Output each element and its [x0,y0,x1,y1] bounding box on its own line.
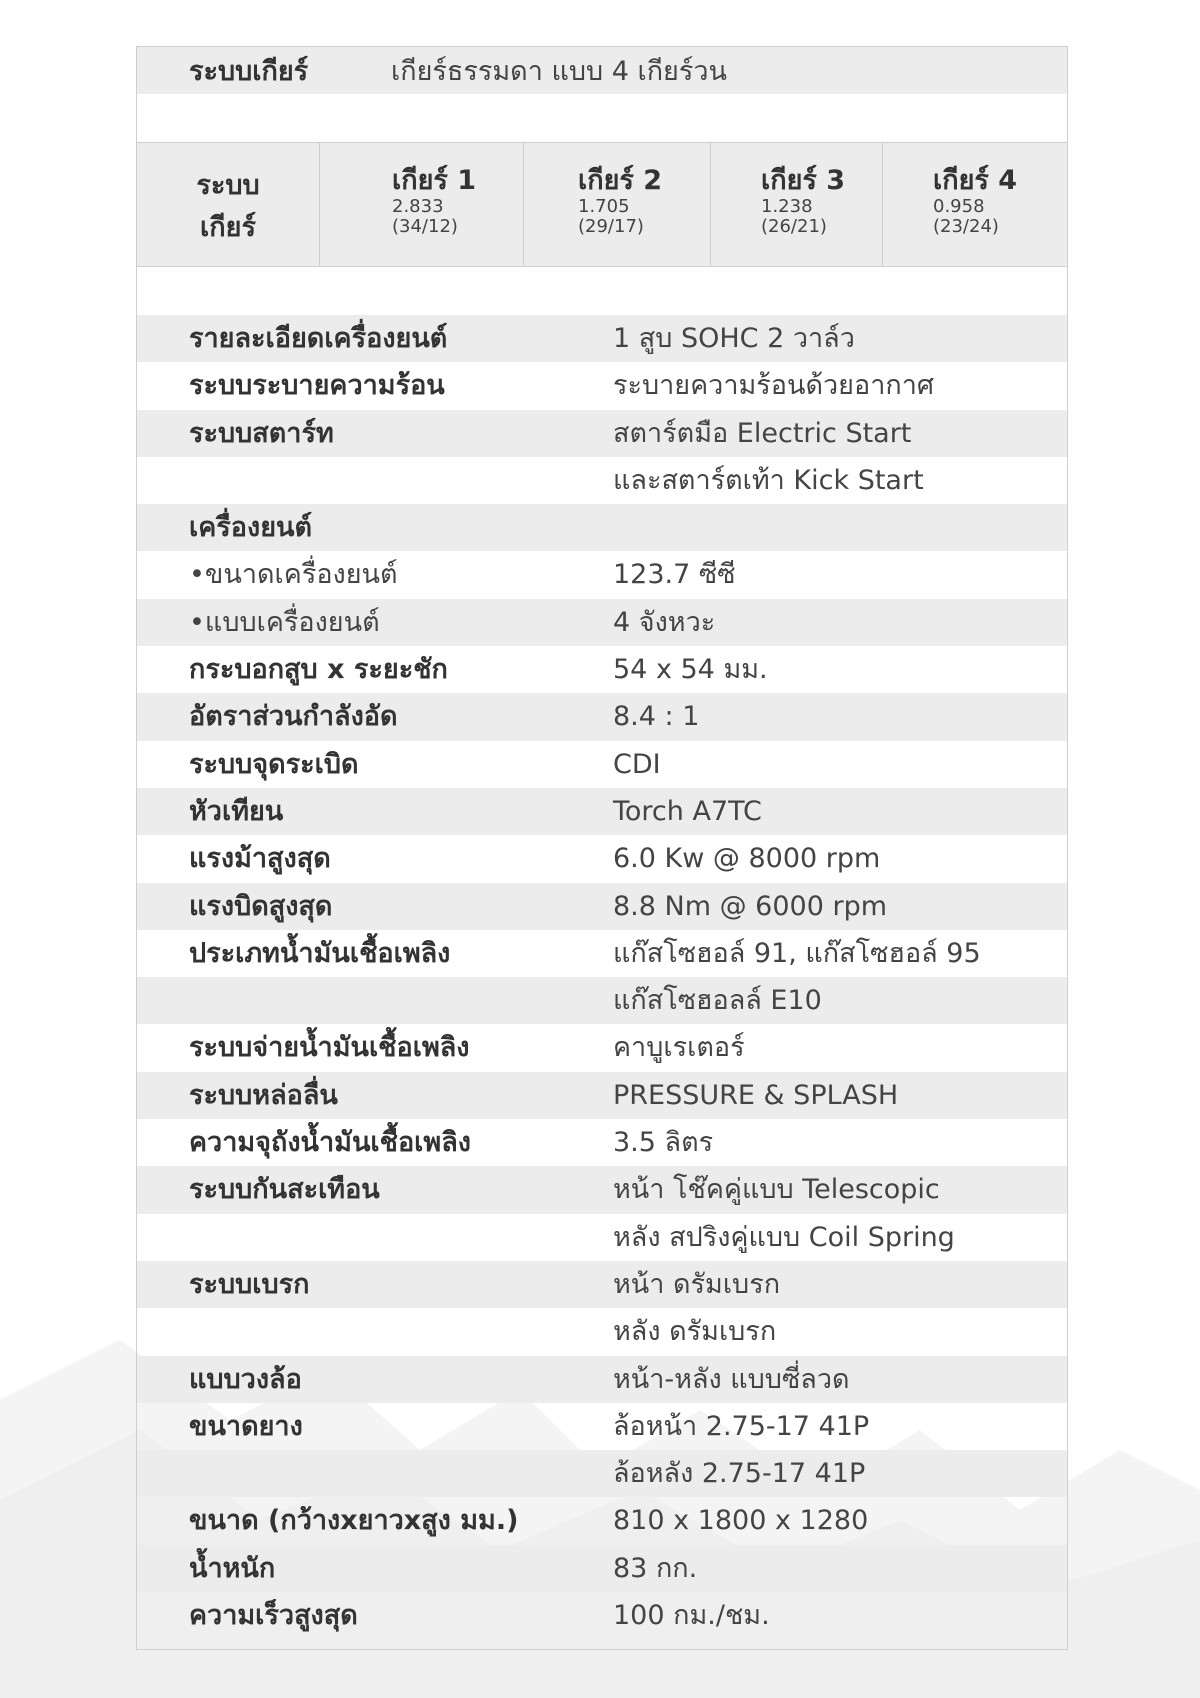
spec-row [137,1261,1067,1308]
gear-summary-label: ระบบเกียร์ [189,56,309,87]
spec-label: น้ำหนัก [189,1552,276,1584]
spec-row [137,1450,1067,1497]
spec-label: ระบบเบรก [189,1268,310,1300]
gear-name: เกียร์ 3 [761,165,846,196]
spec-label: ขนาดยาง [189,1410,303,1442]
spec-value: CDI [613,748,661,780]
spec-row [137,1545,1067,1592]
spec-row [137,646,1067,693]
spec-row [137,883,1067,930]
spec-sheet [136,46,1068,1650]
spec-row [137,835,1067,882]
spec-row [137,1119,1067,1166]
spec-row [137,599,1067,646]
gear-table-header-line2: เกียร์ [200,212,256,243]
spec-label: ขนาด (กว้างxยาวxสูง มม.) [189,1505,519,1537]
spec-value: หลัง สปริงคู่แบบ Coil Spring [613,1221,955,1253]
spec-row [137,504,1067,551]
spec-row [137,788,1067,835]
spec-row [137,741,1067,788]
spec-label: ระบบระบายความร้อน [189,370,445,402]
spec-label: แรงม้าสูงสุด [189,843,331,875]
spec-label: กระบอกสูบ x ระยะชัก [189,654,448,686]
spec-value: 8.4 : 1 [613,701,700,733]
spec-label: ระบบหล่อลื่น [189,1079,338,1111]
spec-value: 810 x 1800 x 1280 [613,1505,869,1537]
gear-table-header-line1: ระบบ [196,170,260,201]
spec-row [137,1403,1067,1450]
spec-label: แรงบิดสูงสุด [189,890,333,922]
spec-row [137,930,1067,977]
spec-value: 6.0 Kw @ 8000 rpm [613,843,881,875]
spec-value: หน้า โช๊คคู่แบบ Telescopic [613,1174,940,1206]
gear-cell-2 [523,143,710,266]
gear-teeth: (26/21) [761,216,827,237]
spec-value: สตาร์ตมือ Electric Start [613,417,912,449]
spec-row [137,1592,1067,1639]
gear-ratio: 1.705 [578,196,630,217]
gear-table-header [137,143,319,266]
spec-label: ความเร็วสูงสุด [189,1600,358,1632]
spec-label: •ขนาดเครื่องยนต์ [189,559,398,591]
spec-row [137,551,1067,598]
spec-label: ระบบจ่ายน้ำมันเชื้อเพลิง [189,1032,470,1064]
spec-row [137,1072,1067,1119]
spec-row [137,977,1067,1024]
spec-list [137,315,1067,1639]
spec-value: แก๊สโซฮอล์ 91, แก๊สโซฮอล์ 95 [613,937,981,969]
spec-row [137,457,1067,504]
spec-value: PRESSURE & SPLASH [613,1079,899,1111]
spec-value: 83 กก. [613,1552,698,1584]
spec-row [137,362,1067,409]
spec-value: 4 จังหวะ [613,606,716,638]
gear-cell-4 [882,143,1067,266]
spec-value: 3.5 ลิตร [613,1127,714,1159]
spec-value: หน้า-หลัง แบบซี่ลวด [613,1363,850,1395]
spec-value: ระบายความร้อนด้วยอากาศ [613,370,935,402]
spec-label: ระบบกันสะเทือน [189,1174,380,1206]
spec-value: หลัง ดรัมเบรก [613,1316,777,1348]
spec-value: หน้า ดรัมเบรก [613,1268,781,1300]
spec-value: ล้อหลัง 2.75-17 41P [613,1458,866,1490]
spec-value: คาบูเรเตอร์ [613,1032,745,1064]
spec-label: ระบบสตาร์ท [189,417,334,449]
spec-value: 8.8 Nm @ 6000 rpm [613,890,888,922]
spec-value: ล้อหน้า 2.75-17 41P [613,1410,870,1442]
gear-name: เกียร์ 1 [392,165,477,196]
gear-ratio: 0.958 [933,196,985,217]
gear-ratio-table [137,142,1067,267]
gear-teeth: (34/12) [392,216,458,237]
gear-teeth: (23/24) [933,216,999,237]
spec-label: ความจุถังน้ำมันเชื้อเพลิง [189,1127,471,1159]
spec-label: เครื่องยนต์ [189,512,313,544]
spec-value: แก๊สโซฮอลล์ E10 [613,985,822,1017]
spec-label: อัตราส่วนกำลังอัด [189,701,398,733]
gear-cell-3 [710,143,882,266]
spec-row [137,410,1067,457]
spec-row [137,1308,1067,1355]
spec-row [137,315,1067,362]
gear-cell-1 [319,143,523,266]
gear-ratio: 1.238 [761,196,813,217]
spec-label: หัวเทียน [189,795,284,827]
spec-row [137,1214,1067,1261]
spec-value: และสตาร์ตเท้า Kick Start [613,464,924,496]
spec-row [137,1356,1067,1403]
gear-teeth: (29/17) [578,216,644,237]
gear-summary-value: เกียร์ธรรมดา แบบ 4 เกียร์วน [391,56,727,87]
gear-name: เกียร์ 2 [578,165,663,196]
gear-ratio: 2.833 [392,196,444,217]
spec-row [137,693,1067,740]
spec-label: รายละเอียดเครื่องยนต์ [189,323,448,354]
spec-label: •แบบเครื่องยนต์ [189,606,380,638]
spec-label: ระบบจุดระเบิด [189,748,359,780]
spec-value: Torch A7TC [613,795,762,827]
spec-value: 1 สูบ SOHC 2 วาล์ว [613,323,855,354]
spec-value: 100 กม./ชม. [613,1600,770,1632]
spec-value: 123.7 ซีซี [613,559,736,591]
gear-name: เกียร์ 4 [933,165,1018,196]
gear-summary-row [137,47,1067,94]
spec-label: ประเภทน้ำมันเชื้อเพลิง [189,937,451,969]
spec-row [137,1497,1067,1544]
spec-row [137,1024,1067,1071]
spec-row [137,1166,1067,1213]
spec-value: 54 x 54 มม. [613,654,768,686]
spec-label: แบบวงล้อ [189,1363,302,1395]
